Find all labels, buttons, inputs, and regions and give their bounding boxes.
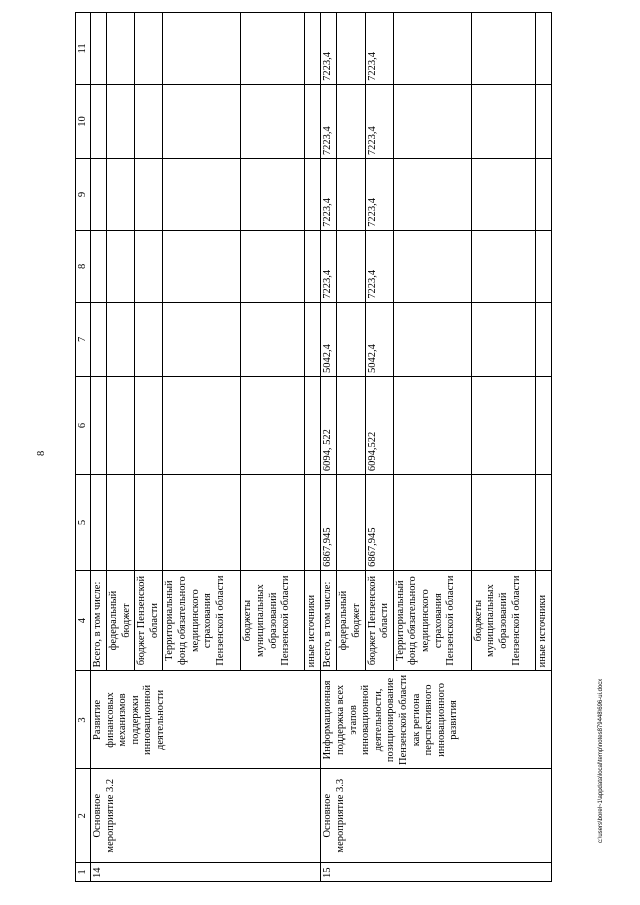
header-cell: 10 [76, 84, 91, 158]
value-cell: 7223,4 [365, 84, 393, 158]
header-cell: 5 [76, 475, 91, 571]
header-cell: 3 [76, 671, 91, 769]
source-cell: Всего, в том числе: [91, 570, 107, 671]
value-cell: 7223,4 [365, 13, 393, 85]
activity-name: Развитие финансовых механизмов поддержки инновационной деятельности [91, 671, 321, 769]
source-cell: Всего, в том числе: [321, 570, 337, 671]
value-cell: 7223,4 [365, 230, 393, 302]
page-number: 8 [36, 450, 47, 456]
source-cell: федеральный бюджет [337, 570, 365, 671]
value-cell: 7223,4 [321, 84, 337, 158]
value-cell: 5042,4 [321, 302, 337, 376]
source-cell: иные источники [305, 570, 321, 671]
source-cell: Территориальный фонд обязательного медицинского страхования Пензенской области [163, 570, 241, 671]
event-name: Основное мероприятие 3.3 [321, 769, 551, 862]
header-cell: 2 [76, 769, 91, 862]
value-cell: 6867,945 [365, 475, 393, 571]
value-cell: 6094, 522 [321, 376, 337, 474]
value-cell: 5042,4 [365, 302, 393, 376]
value-cell: 6094,522 [365, 376, 393, 474]
source-cell: бюджет Пензенской области [365, 570, 393, 671]
activity-name: Информационная поддержка всех этапов инновационной деятельности, позиционирование Пензенской области как региона перспективного инновационного развития [321, 671, 551, 769]
header-row [76, 13, 91, 882]
source-cell: Территориальный фонд обязательного медицинского страхования Пензенской области [393, 570, 471, 671]
financing-table [75, 12, 552, 882]
event-name: Основное мероприятие 3.2 [91, 769, 321, 862]
footer-file-path: c:\users\borel~1\appdata\local\temp\notes879448\696-ui.docx [598, 678, 604, 843]
header-cell: 11 [76, 13, 91, 85]
value-cell: 7223,4 [321, 13, 337, 85]
source-cell: иные источники [535, 570, 551, 671]
value-cell: 7223,4 [365, 159, 393, 231]
header-cell: 6 [76, 376, 91, 474]
value-cell: 6867,945 [321, 475, 337, 571]
row-number: 14 [91, 862, 321, 881]
header-cell: 8 [76, 230, 91, 302]
rotated-table-container [75, 12, 577, 882]
value-cell: 7223,4 [321, 230, 337, 302]
source-cell: бюджеты муниципальных образований Пензенской области [471, 570, 535, 671]
header-cell: 7 [76, 302, 91, 376]
source-cell: федеральный бюджет [107, 570, 135, 671]
header-cell: 1 [76, 862, 91, 881]
header-cell: 4 [76, 570, 91, 671]
value-cell: 7223,4 [321, 159, 337, 231]
source-cell: бюджет Пензенской области [135, 570, 163, 671]
source-cell: бюджеты муниципальных образований Пензенской области [241, 570, 305, 671]
header-cell: 9 [76, 159, 91, 231]
row-number: 15 [321, 862, 551, 881]
